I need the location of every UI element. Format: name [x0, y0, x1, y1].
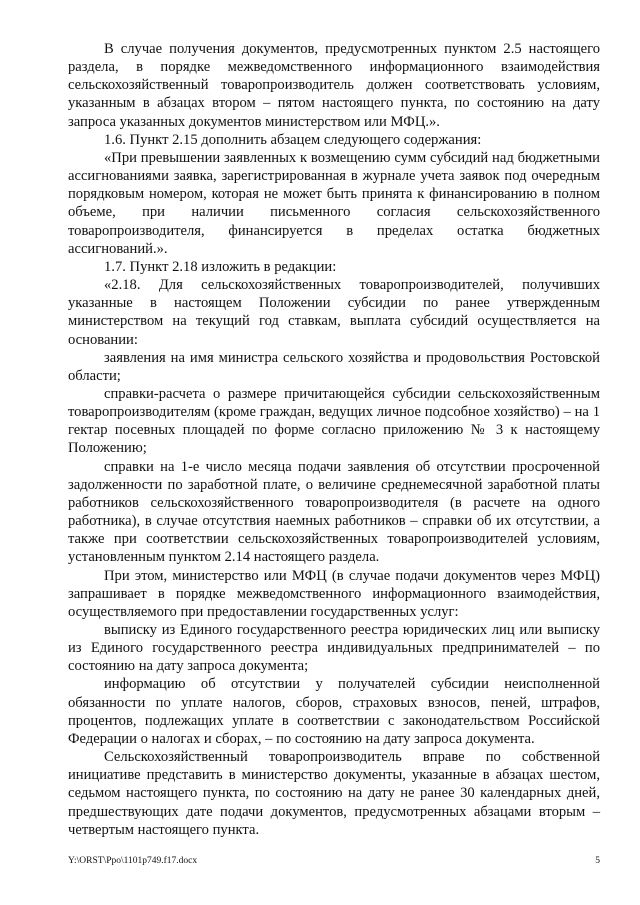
- paragraph: В случае получения документов, предусмотренных пунктом 2.5 настоящего раздела, в порядке межведомственного информационного взаимодействия сельскохозяйственный товаропроизводитель должен соответствовать условиям, указанным в абзацах втором – пятом настоящего пункта, по состоянию на дату запроса указанных документов министерством или МФЦ.».: [68, 41, 600, 130]
- page-number: 5: [595, 856, 600, 866]
- paragraph: заявления на имя министра сельского хозяйства и продовольствия Ростовской области;: [68, 349, 600, 384]
- paragraph: «При превышении заявленных к возмещению сумм субсидий над бюджетными ассигнованиями заявка, зарегистрированная в журнале учета заявок под очередным порядковым номером, которая не может быть принята к финансированию в полном объеме, при наличии письменного согласия сельскохозяйственного товаропроизводителя, финансируется в пределах остатка бюджетных ассигнований.».: [68, 149, 600, 257]
- paragraph: «2.18. Для сельскохозяйственных товаропроизводителей, получивших указанные в настоящем Положении субсидии по ранее утвержденным министерством на текущий год ставкам, выплата субсидий осуществляется на основании:: [68, 277, 600, 348]
- footer-file-path: Y:\ORST\Ppo\1101p749.f17.docx: [68, 856, 198, 866]
- paragraph: Сельскохозяйственный товаропроизводитель вправе по собственной инициативе представить в министерство документы, указанные в абзацах шестом, седьмом настоящего пункта, по состоянию на дату не ранее 30 календарных дней, предшествующих дате подачи документов, предусмотренных абзацами вторым – четвертым настоящего пункта.: [68, 749, 600, 838]
- paragraph: информацию об отсутствии у получателей субсидии неисполненной обязанности по уплате налогов, сборов, страховых взносов, пеней, штрафов, процентов, подлежащих уплате в соответствии с законодательством Российской Федерации о налогах и сборах, – по состоянию на дату запроса документа.: [68, 676, 600, 747]
- paragraph: 1.7. Пункт 2.18 изложить в редакции:: [104, 258, 337, 275]
- document-body: [68, 40, 600, 839]
- paragraph: справки на 1-е число месяца подачи заявления об отсутствии просроченной задолженности по заработной плате, о величине среднемесячной заработной платы работников сельскохозяйственного товаропроизводителя (в расчете на одного работника), в случае отсутствия наемных работников – справки об их отсутствии, а также при соответствии сельскохозяйственных товаропроизводителей условиям, установленным пунктом 2.14 настоящего раздела.: [68, 458, 600, 566]
- paragraph: справки-расчета о размере причитающейся субсидии сельскохозяйственным товаропроизводителям (кроме граждан, ведущих личное подсобное хозяйство) – на 1 гектар посевных площадей по форме согласно приложению № 3 к настоящему Положению;: [68, 385, 600, 457]
- paragraph: 1.6. Пункт 2.15 дополнить абзацем следующего содержания:: [104, 131, 482, 148]
- paragraph: выписку из Единого государственного реестра юридических лиц или выписку из Единого государственного реестра индивидуальных предпринимателей – по состоянию на дату запроса документа;: [68, 622, 600, 675]
- paragraph: При этом, министерство или МФЦ (в случае подачи документов через МФЦ) запрашивает в порядке межведомственного информационного взаимодействия, осуществляемого при предоставлении государственных услуг:: [68, 567, 600, 620]
